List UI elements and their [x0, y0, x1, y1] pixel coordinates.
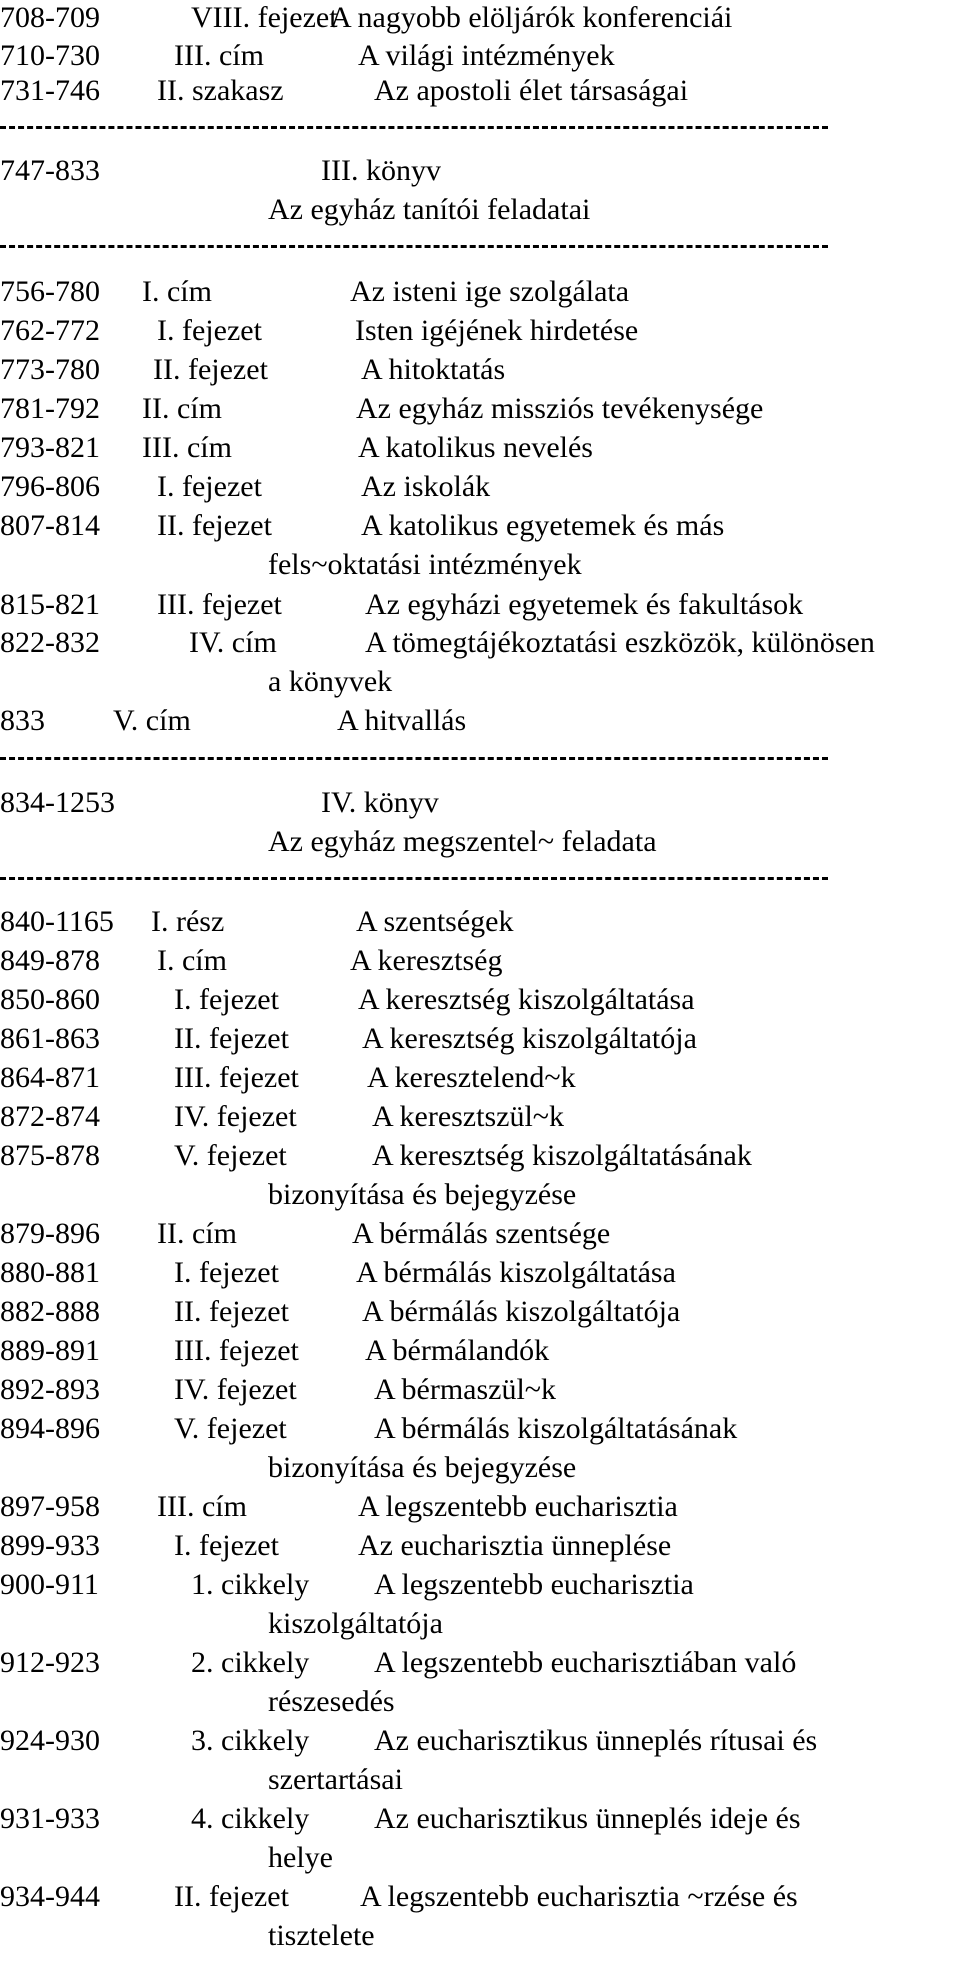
- section-title: a könyvek: [268, 665, 393, 698]
- toc-row: [0, 1879, 960, 1915]
- toc-row: [0, 1645, 960, 1681]
- section-title: A keresztség kiszolgáltatásának: [372, 1139, 752, 1172]
- toc-row: [0, 1060, 960, 1096]
- division-label: II. szakasz: [157, 74, 284, 107]
- section-title: A hitoktatás: [361, 353, 506, 386]
- section-title: szertartásai: [268, 1763, 403, 1796]
- toc-row: [0, 0, 960, 36]
- section-title: Az isteni ige szolgálata: [350, 275, 630, 308]
- division-label: V. fejezet: [174, 1139, 287, 1172]
- section-title: A keresztelend~k: [367, 1061, 576, 1094]
- toc-row: [0, 508, 960, 544]
- division-label: VIII. fejezet: [191, 1, 338, 34]
- toc-row: [0, 943, 960, 979]
- canon-range: 892-893: [0, 1373, 100, 1406]
- division-label: 3. cikkely: [191, 1724, 310, 1757]
- toc-row: [0, 824, 960, 860]
- toc-row: [0, 38, 960, 74]
- section-title: A bérmálás kiszolgáltatásának: [374, 1412, 738, 1445]
- section-title: A keresztség: [350, 944, 503, 977]
- division-label: I. fejezet: [174, 983, 279, 1016]
- canon-range: 882-888: [0, 1295, 100, 1328]
- toc-row: [0, 703, 960, 739]
- division-label: I. fejezet: [174, 1256, 279, 1289]
- canon-range: 934-944: [0, 1880, 100, 1913]
- canon-range: 815-821: [0, 588, 100, 621]
- canon-range: 880-881: [0, 1256, 100, 1289]
- division-label: II. fejezet: [153, 353, 268, 386]
- division-label: II. fejezet: [157, 509, 272, 542]
- section-title: A bérmálandók: [365, 1334, 550, 1367]
- canon-range: 899-933: [0, 1529, 100, 1562]
- section-title: A legszentebb eucharisztia: [358, 1490, 678, 1523]
- division-label: II. cím: [142, 392, 222, 425]
- toc-row: [0, 1762, 960, 1798]
- toc-row: [0, 1840, 960, 1876]
- division-label: II. fejezet: [174, 1295, 289, 1328]
- division-label: I. fejezet: [157, 470, 262, 503]
- toc-row: [0, 73, 960, 109]
- toc-row: [0, 274, 960, 310]
- toc-row: [0, 1255, 960, 1291]
- section-title: A világi intézmények: [358, 39, 615, 72]
- section-divider: [0, 126, 828, 129]
- toc-row: [0, 625, 960, 661]
- canon-range: 822-832: [0, 626, 100, 659]
- section-title: fels~oktatási intézmények: [268, 548, 582, 581]
- canon-range: 834-1253: [0, 786, 115, 819]
- section-title: A keresztszül~k: [372, 1100, 565, 1133]
- section-divider: [0, 245, 828, 248]
- toc-row: [0, 1450, 960, 1486]
- toc-row: [0, 313, 960, 349]
- section-title: Az eucharisztikus ünneplés ideje és: [374, 1802, 801, 1835]
- canon-range: 872-874: [0, 1100, 100, 1133]
- division-label: II. cím: [157, 1217, 237, 1250]
- division-label: IV. fejezet: [174, 1100, 297, 1133]
- toc-row: [0, 547, 960, 583]
- division-label: III. fejezet: [174, 1334, 299, 1367]
- toc-row: [0, 1294, 960, 1330]
- toc-row: [0, 192, 960, 228]
- section-title: A bérmálás kiszolgáltatója: [362, 1295, 681, 1328]
- section-title: A legszentebb eucharisztia: [374, 1568, 694, 1601]
- section-divider: [0, 757, 828, 760]
- section-title: helye: [268, 1841, 333, 1874]
- division-label: V. cím: [113, 704, 191, 737]
- canon-range: 875-878: [0, 1139, 100, 1172]
- section-title: A legszentebb eucharisztiában való: [374, 1646, 797, 1679]
- division-label: IV. cím: [189, 626, 277, 659]
- section-title: A keresztség kiszolgáltatója: [362, 1022, 697, 1055]
- toc-row: [0, 1138, 960, 1174]
- toc-row: [0, 982, 960, 1018]
- section-title: A nagyobb elöljárók konferenciái: [330, 1, 733, 34]
- division-label: I. cím: [142, 275, 212, 308]
- section-title: A tömegtájékoztatási eszközök, különösen: [365, 626, 875, 659]
- section-title: részesedés: [268, 1685, 395, 1718]
- division-label: II. fejezet: [174, 1880, 289, 1913]
- section-title: A bérmálás szentsége: [352, 1217, 611, 1250]
- division-label: 2. cikkely: [191, 1646, 310, 1679]
- division-label: III. cím: [174, 39, 264, 72]
- toc-row: [0, 1606, 960, 1642]
- toc-row: [0, 430, 960, 466]
- canon-range: 756-780: [0, 275, 100, 308]
- section-title: A bérmálás kiszolgáltatása: [356, 1256, 676, 1289]
- canon-range: 731-746: [0, 74, 100, 107]
- toc-row: [0, 1684, 960, 1720]
- toc-row: [0, 1489, 960, 1525]
- canon-range: 747-833: [0, 154, 100, 187]
- division-label: III. fejezet: [174, 1061, 299, 1094]
- toc-row: [0, 153, 960, 189]
- division-label: III. cím: [142, 431, 232, 464]
- section-title: Az egyházi egyetemek és fakultások: [365, 588, 804, 621]
- toc-row: [0, 1567, 960, 1603]
- section-divider: [0, 877, 828, 880]
- canon-range: 897-958: [0, 1490, 100, 1523]
- section-title: Az egyház tanítói feladatai: [268, 193, 591, 226]
- division-label: III. cím: [157, 1490, 247, 1523]
- section-title: bizonyítása és bejegyzése: [268, 1178, 577, 1211]
- section-title: Az egyház megszentel~ feladata: [268, 825, 657, 858]
- section-title: A legszentebb eucharisztia ~rzése és: [360, 1880, 798, 1913]
- division-label: III. fejezet: [157, 588, 282, 621]
- division-label: III. könyv: [321, 154, 441, 187]
- canon-range: 781-792: [0, 392, 100, 425]
- section-title: tisztelete: [268, 1919, 375, 1952]
- division-label: IV. könyv: [321, 786, 439, 819]
- toc-row: [0, 1801, 960, 1837]
- section-title: bizonyítása és bejegyzése: [268, 1451, 577, 1484]
- canon-range: 894-896: [0, 1412, 100, 1445]
- toc-row: [0, 785, 960, 821]
- division-label: I. fejezet: [157, 314, 262, 347]
- division-label: II. fejezet: [174, 1022, 289, 1055]
- toc-row: [0, 904, 960, 940]
- canon-range: 879-896: [0, 1217, 100, 1250]
- canon-range: 861-863: [0, 1022, 100, 1055]
- toc-row: [0, 1528, 960, 1564]
- toc-row: [0, 1177, 960, 1213]
- canon-range: 796-806: [0, 470, 100, 503]
- canon-range: 762-772: [0, 314, 100, 347]
- section-title: A szentségek: [356, 905, 514, 938]
- toc-row: [0, 1372, 960, 1408]
- toc-row: [0, 1918, 960, 1954]
- section-title: kiszolgáltatója: [268, 1607, 443, 1640]
- toc-row: [0, 1216, 960, 1252]
- toc-row: [0, 1099, 960, 1135]
- division-label: I. cím: [157, 944, 227, 977]
- section-title: Isten igéjének hirdetése: [355, 314, 639, 347]
- toc-row: [0, 469, 960, 505]
- canon-range: 840-1165: [0, 905, 114, 938]
- canon-range: 889-891: [0, 1334, 100, 1367]
- section-title: A keresztség kiszolgáltatása: [358, 983, 695, 1016]
- division-label: V. fejezet: [174, 1412, 287, 1445]
- section-title: Az egyház missziós tevékenysége: [356, 392, 764, 425]
- canon-range: 912-923: [0, 1646, 100, 1679]
- section-title: A hitvallás: [337, 704, 467, 737]
- canon-range: 850-860: [0, 983, 100, 1016]
- toc-row: [0, 1021, 960, 1057]
- toc-row: [0, 1723, 960, 1759]
- section-title: Az iskolák: [361, 470, 491, 503]
- section-title: A bérmaszül~k: [374, 1373, 557, 1406]
- toc-row: [0, 391, 960, 427]
- toc-row: [0, 1411, 960, 1447]
- canon-range: 708-709: [0, 1, 100, 34]
- canon-range: 773-780: [0, 353, 100, 386]
- canon-range: 864-871: [0, 1061, 100, 1094]
- canon-range: 807-814: [0, 509, 100, 542]
- toc-row: [0, 587, 960, 623]
- toc-row: [0, 352, 960, 388]
- section-title: Az eucharisztia ünneplése: [358, 1529, 672, 1562]
- division-label: 1. cikkely: [191, 1568, 310, 1601]
- section-title: A katolikus nevelés: [358, 431, 593, 464]
- toc-row: [0, 1333, 960, 1369]
- canon-range: 900-911: [0, 1568, 99, 1601]
- toc-row: [0, 664, 960, 700]
- division-label: 4. cikkely: [191, 1802, 310, 1835]
- canon-range: 924-930: [0, 1724, 100, 1757]
- division-label: I. fejezet: [174, 1529, 279, 1562]
- canon-range: 833: [0, 704, 45, 737]
- canon-range: 931-933: [0, 1802, 100, 1835]
- section-title: Az eucharisztikus ünneplés rítusai és: [374, 1724, 818, 1757]
- division-label: IV. fejezet: [174, 1373, 297, 1406]
- canon-range: 793-821: [0, 431, 100, 464]
- canon-range: 710-730: [0, 39, 100, 72]
- canon-range: 849-878: [0, 944, 100, 977]
- section-title: A katolikus egyetemek és más: [361, 509, 725, 542]
- division-label: I. rész: [151, 905, 225, 938]
- section-title: Az apostoli élet társaságai: [374, 74, 689, 107]
